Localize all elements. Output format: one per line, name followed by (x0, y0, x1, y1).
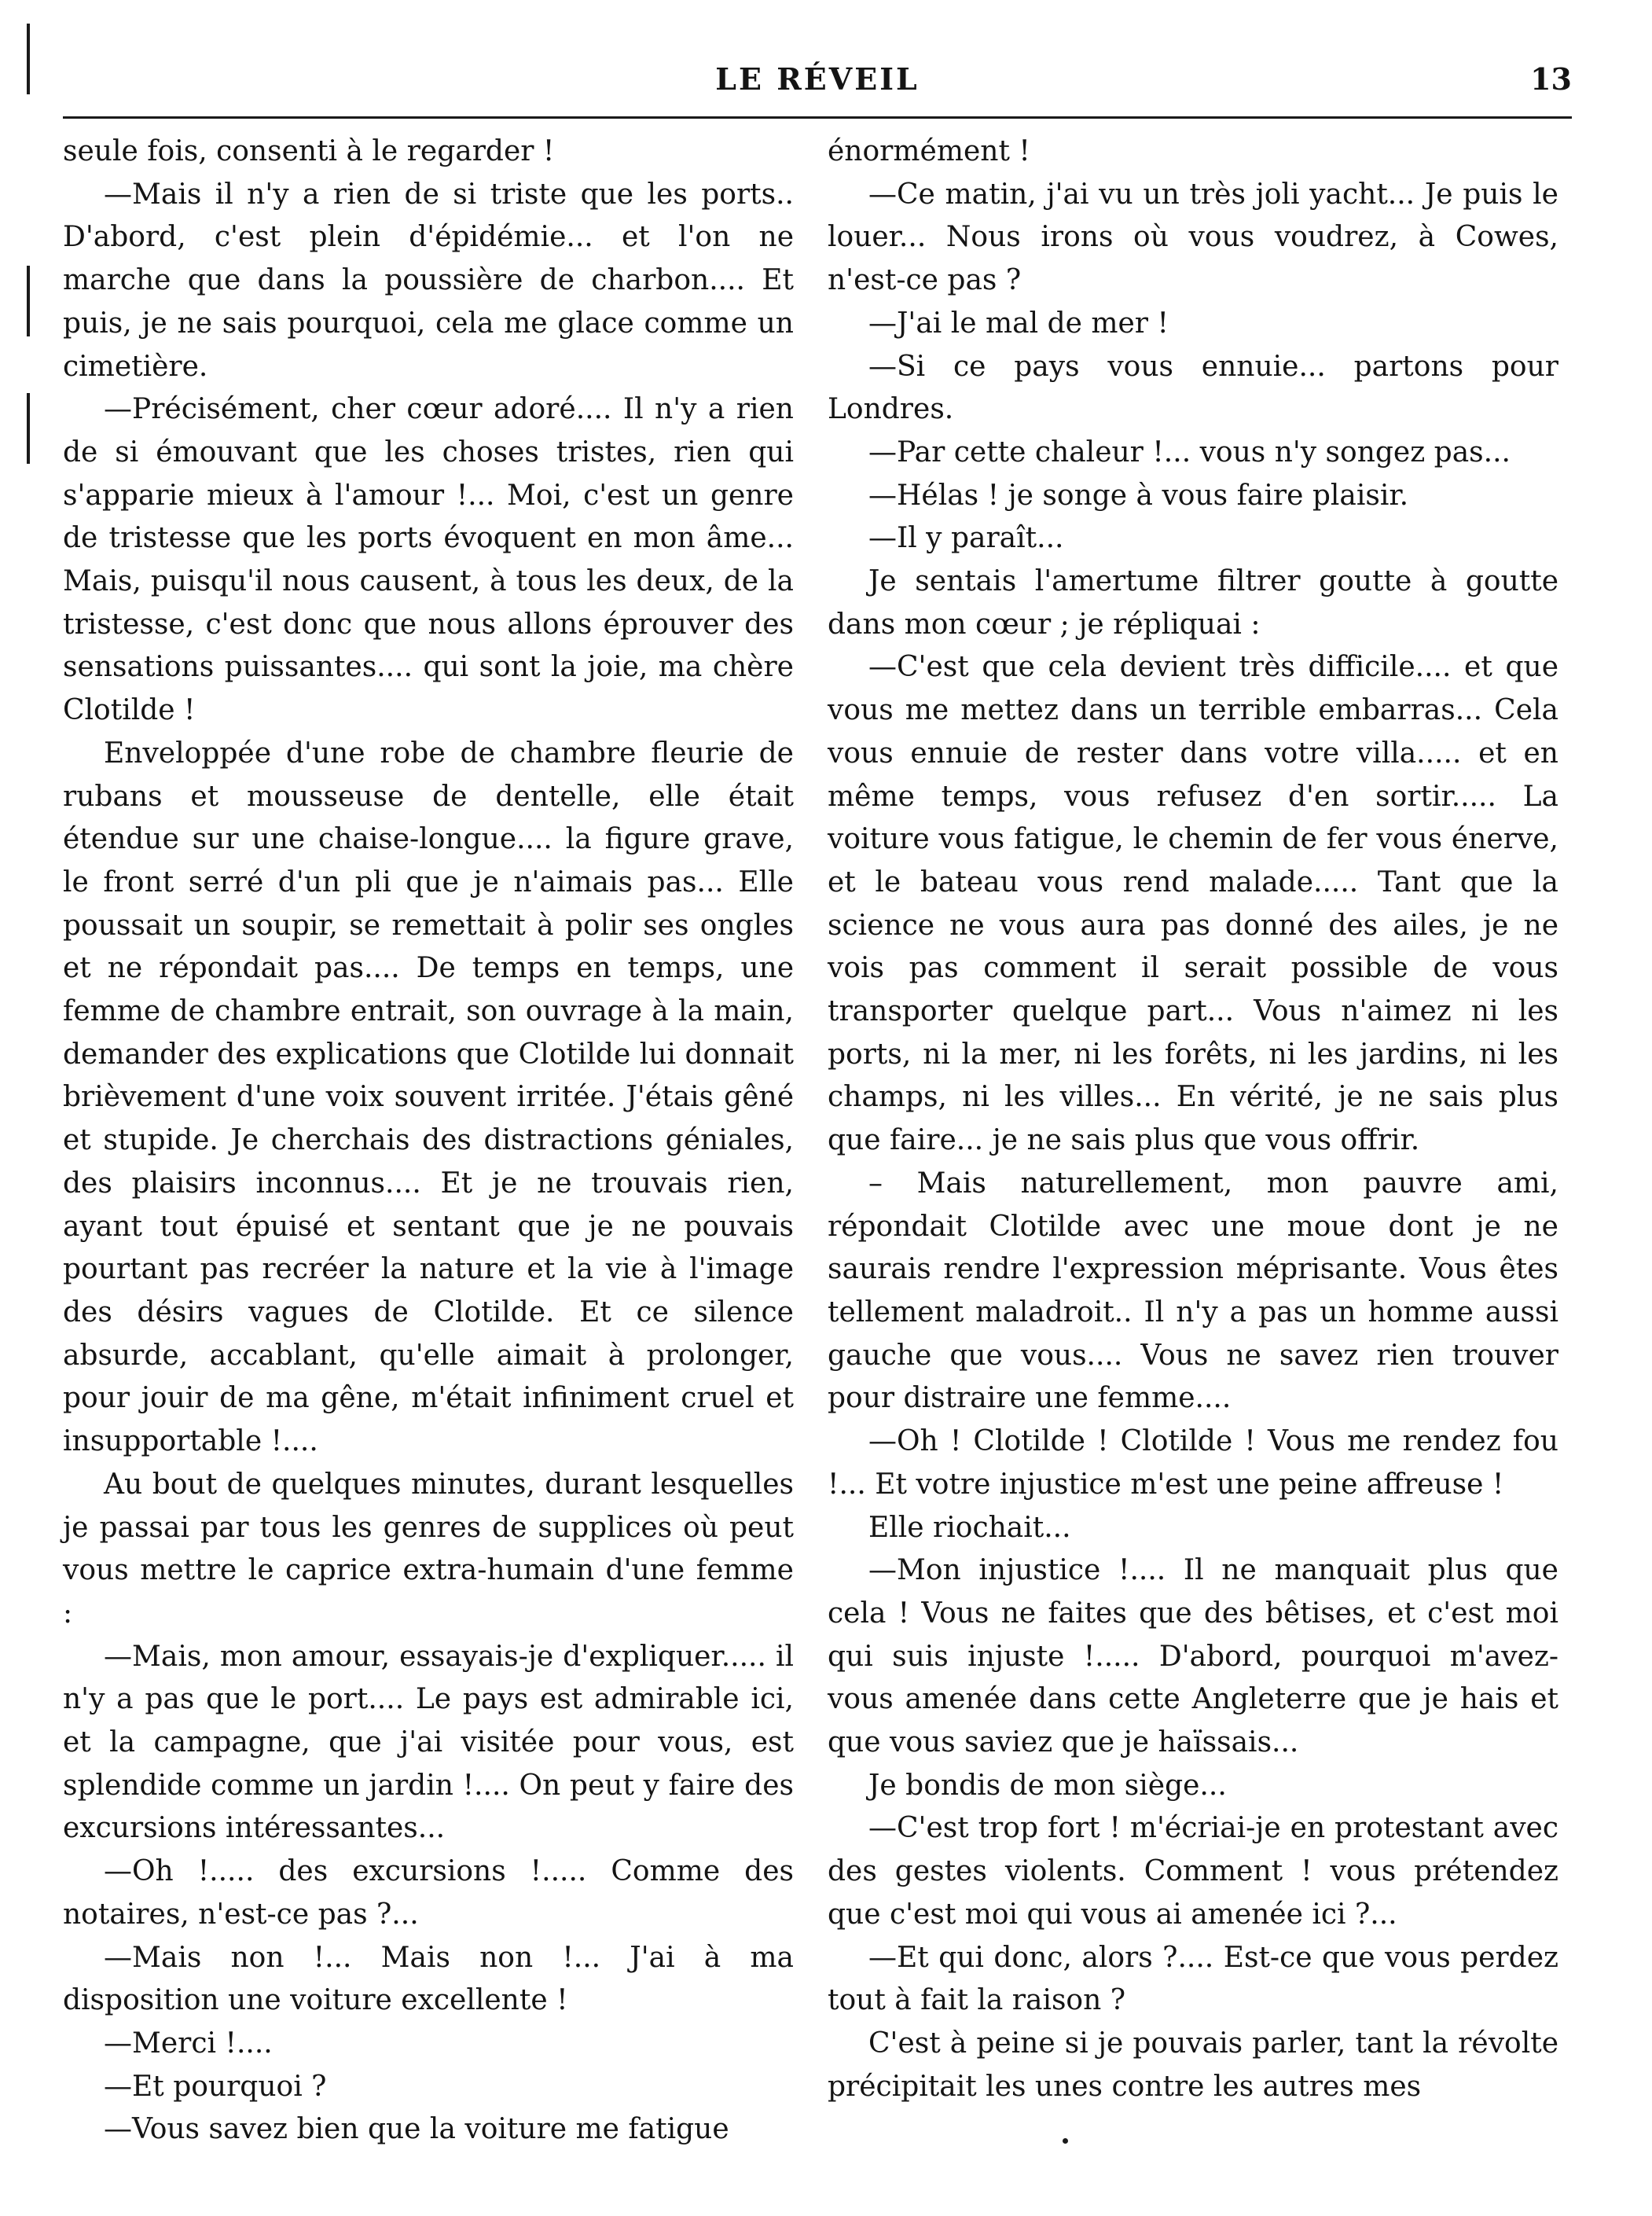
paragraph: —Ce matin, j'ai vu un très joli yacht... Je puis le louer... Nous irons où vous voudrez, à Cowes, n'est-ce pas ? (828, 178, 1558, 297)
paragraph: seule fois, consenti à le regarder ! (63, 135, 555, 167)
running-head: LE RÉVEIL (715, 61, 920, 97)
paragraph: Je bondis de mon siège... (868, 1769, 1227, 1802)
paragraph: – Mais naturellement, mon pauvre ami, répondait Clotilde avec une moue dont je ne saurais rendre l'expression méprisante. Vous êtes tellement maladroit.. Il n'y a pas un homme aussi gauche que vous.... Vous ne savez rien trouver pour distraire une femme.... (828, 1167, 1558, 1415)
page-header (63, 61, 1572, 97)
paragraph: —Merci !.... (104, 2027, 273, 2060)
paragraph: —C'est trop fort ! m'écriai-je en protestant avec des gestes violents. Comment ! vous prétendez que c'est moi qui vous ai amenée ici ?... (828, 1812, 1558, 1931)
paragraph: —C'est que cela devient très difficile.... et que vous me mettez dans un terrible embarras... Cela vous ennuie de rester dans votre villa..... et en même temps, vous refusez d'en sortir..... La voiture vous fatigue, le chemin de fer vous énerve, et le bateau vous rend malade..... Tant que la science ne vous aura pas donné des ailes, je ne vois pas comment il serait possible de vous transporter quelque part... Vous n'aimez ni les ports, ni la mer, ni les forêts, ni les jardins, ni les champs, ni les villes... En vérité, je ne sais plus que faire... je ne sais plus que vous offrir. (828, 651, 1558, 1157)
paragraph: —Et qui donc, alors ?.... Est-ce que vous perdez tout à fait la raison ? (828, 1941, 1558, 2017)
paragraph: —Mais il n'y a rien de si triste que les ports.. D'abord, c'est plein d'épidémie... et l'on ne marche que dans la poussière de charbon.... Et puis, je ne sais pourquoi, cela me glace comme un cimetière. (63, 178, 794, 383)
paragraph: Elle riochait... (868, 1511, 1071, 1544)
paragraph: énormément ! (828, 135, 1030, 167)
paragraph: —Par cette chaleur !... vous n'y songez pas... (868, 435, 1511, 469)
paragraph: —Si ce pays vous ennuie... partons pour Londres. (828, 350, 1558, 426)
paragraph: —Mais non !... Mais non !... J'ai à ma disposition une voiture excellente ! (63, 1941, 794, 2017)
paragraph: —Hélas ! je songe à vous faire plaisir. (868, 479, 1409, 512)
margin-mark-top (27, 24, 30, 94)
paragraph: —Oh ! Clotilde ! Clotilde ! Vous me rendez fou !... Et votre injustice m'est une peine affreuse ! (828, 1425, 1558, 1501)
paragraph: —Oh !..... des excursions !..... Comme des notaires, n'est-ce pas ?... (63, 1855, 794, 1931)
paragraph: Enveloppée d'une robe de chambre fleurie de rubans et mousseuse de dentelle, elle était étendue sur une chaise-longue.... la figure grave, le front serré d'un pli que je n'aimais pas... Elle poussait un soupir, se remettait à polir ses ongles et ne répondait pas.... De temps en temps, une femme de chambre entrait, son ouvrage à la main, demander des explications que Clotilde lui donnait brièvement d'une voix souvent irritée. J'étais gêné et stupide. Je cherchais des distractions géniales, des plaisirs inconnus.... Et je ne trouvais rien, ayant tout épuisé et sentant que je ne pouvais pourtant pas recréer la nature et la vie à l'image des désirs vagues de Clotilde. Et ce silence absurde, accablant, qu'elle aimait à prolonger, pour jouir de ma gêne, m'était infiniment cruel et insupportable !.... (63, 737, 794, 1458)
paragraph: —J'ai le mal de mer ! (868, 307, 1169, 340)
paragraph: Je sentais l'amertume filtrer goutte à goutte dans mon cœur ; je répliquai : (828, 565, 1558, 641)
paragraph: —Et pourquoi ? (104, 2070, 327, 2103)
paragraph: C'est à peine si je pouvais parler, tant la révolte précipitait les unes contre les autres mes (828, 2027, 1558, 2103)
right-column (828, 130, 1558, 2108)
print-speck (1063, 2138, 1068, 2144)
paragraph: —Il y paraît... (868, 522, 1064, 555)
paragraph: Au bout de quelques minutes, durant lesquelles je passai par tous les genres de supplices où peut vous mettre le caprice extra-humain d'une femme : (63, 1468, 794, 1630)
left-column (63, 130, 794, 2152)
page-number: 13 (1530, 61, 1572, 97)
paragraph: —Mon injustice !.... Il ne manquait plus que cela ! Vous ne faites que des bêtises, et c'est moi qui suis injuste !..... D'abord, pourquoi m'avez-vous amenée dans cette Angleterre que je hais et que vous saviez que je haïssais... (828, 1554, 1558, 1759)
paragraph: —Précisément, cher cœur adoré.... Il n'y a rien de si émouvant que les choses tristes, rien qui s'apparie mieux à l'amour !... Moi, c'est un genre de tristesse que les ports évoquent en mon âme... Mais, puisqu'il nous causent, à tous les deux, de la tristesse, c'est donc que nous allons éprouver des sensations puissantes.... qui sont la joie, ma chère Clotilde ! (63, 393, 794, 727)
header-rule (63, 116, 1572, 119)
margin-mark-lower (27, 393, 30, 464)
paragraph: —Vous savez bien que la voiture me fatigue (104, 2113, 729, 2146)
paragraph: —Mais, mon amour, essayais-je d'expliquer..... il n'y a pas que le port.... Le pays est admirable ici, et la campagne, que j'ai visitée pour vous, est splendide comme un jardin !.... On peut y faire des excursions intéressantes... (63, 1640, 794, 1845)
margin-mark-middle (27, 266, 30, 336)
